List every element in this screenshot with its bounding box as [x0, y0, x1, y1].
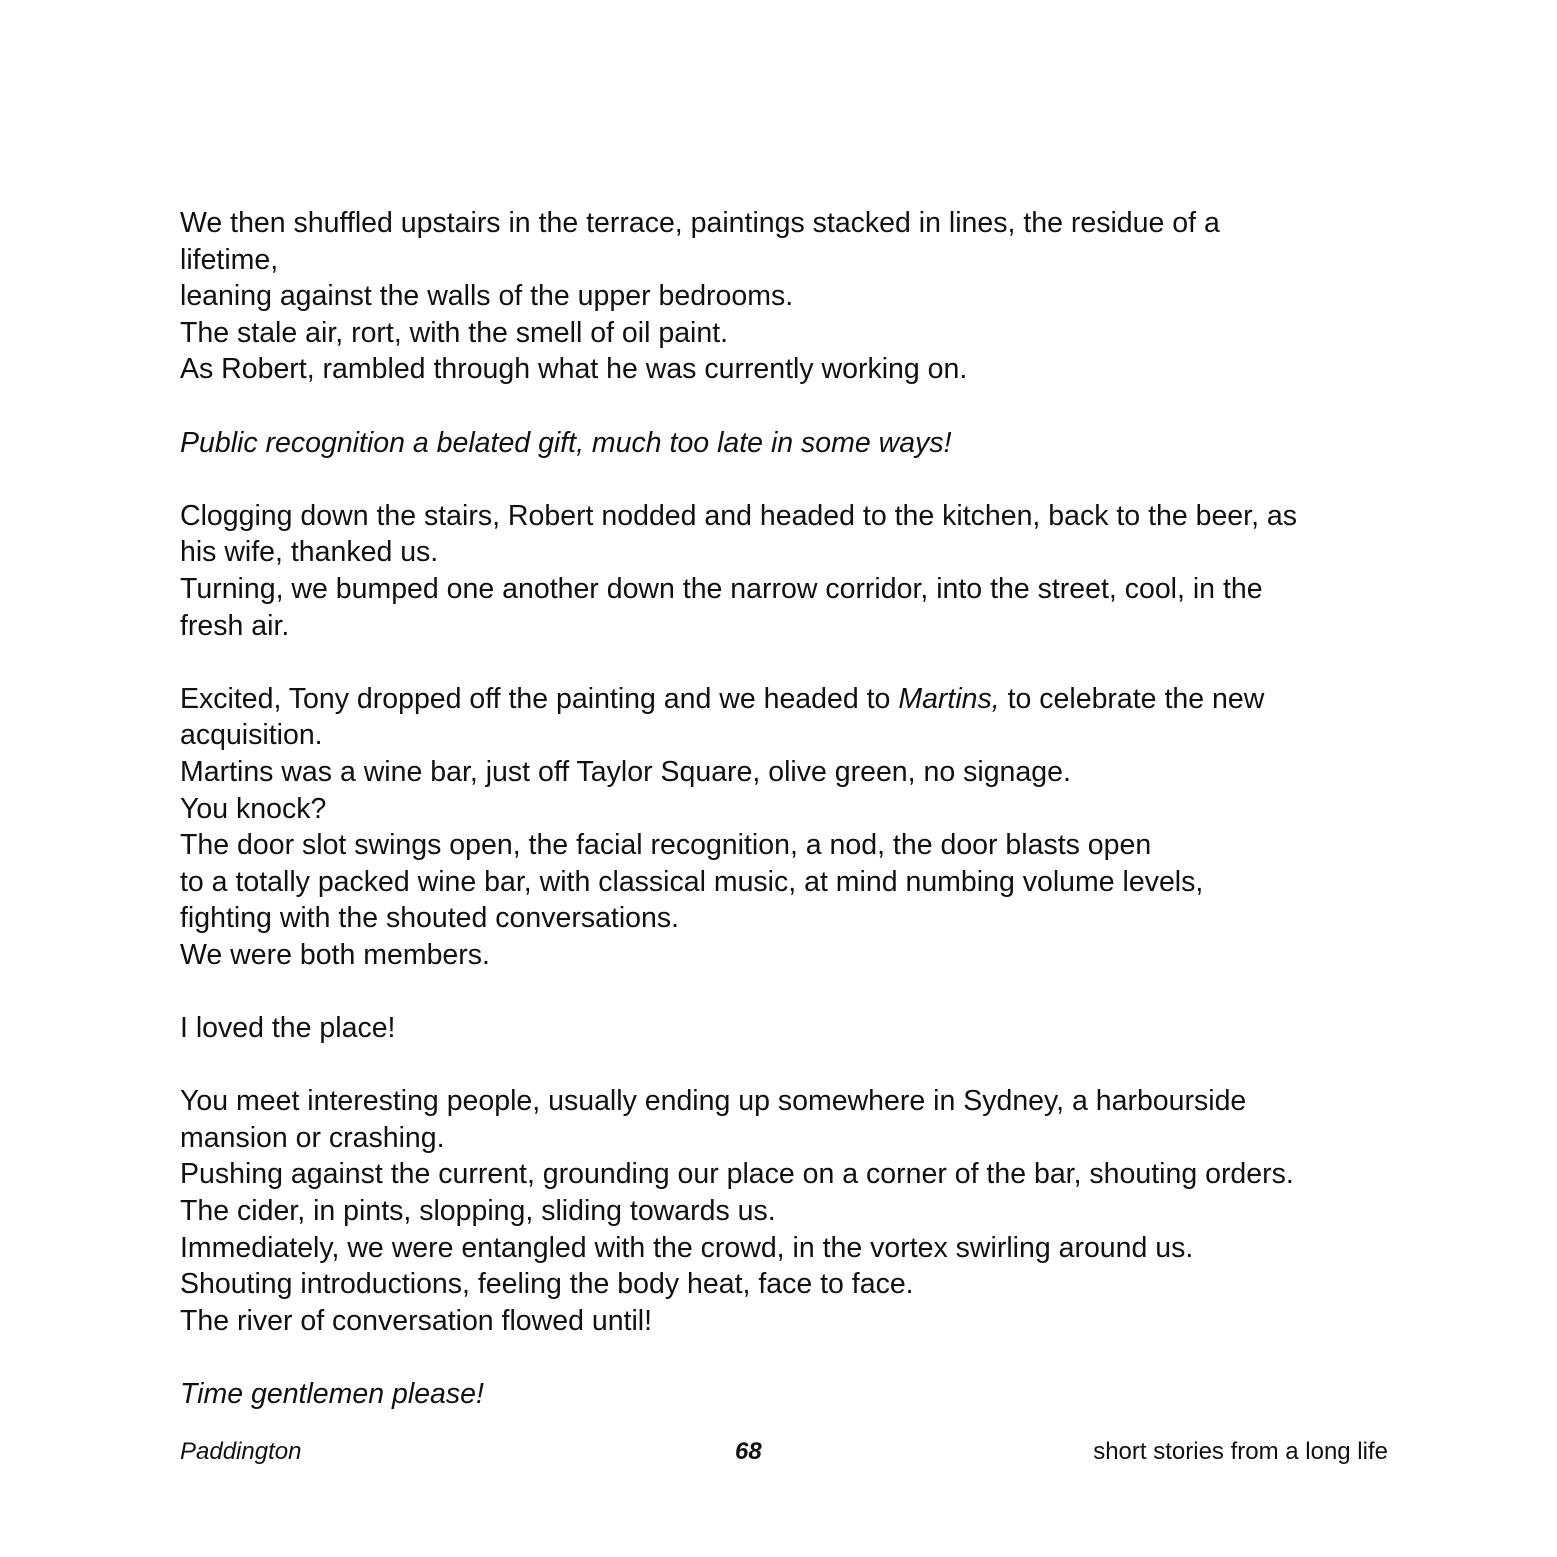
page-body	[180, 205, 1400, 1413]
text-line: acquisition.	[180, 719, 323, 752]
text-line: Pushing against the current, grounding our place on a corner of the bar, shouting orders.	[180, 1158, 1294, 1191]
text-line: fresh air.	[180, 609, 290, 642]
text-line: Martins was a wine bar, just off Taylor Square, olive green, no signage.	[180, 755, 1071, 788]
text-line: his wife, thanked us.	[180, 536, 439, 569]
paragraph-gap	[180, 973, 1400, 1010]
paragraph-gap	[180, 388, 1400, 425]
text-run: Excited, Tony dropped off the painting and we headed to	[180, 682, 899, 715]
closing-line-italic: Time gentlemen please!	[180, 1378, 484, 1410]
paragraph-gap	[180, 1339, 1400, 1376]
bar-name-italic: Martins,	[898, 682, 1000, 715]
text-line: leaning against the walls of the upper bedrooms.	[180, 280, 794, 313]
text-line: mansion or crashing.	[180, 1121, 445, 1154]
page-footer	[180, 1432, 1388, 1472]
paragraph-gap	[180, 644, 1400, 681]
paragraph-gap	[180, 461, 1400, 498]
text-line: We were both members.	[180, 938, 490, 971]
text-line: You knock?	[180, 792, 327, 825]
paragraph-gap	[180, 1047, 1400, 1084]
text-line: Shouting introductions, feeling the body heat, face to face.	[180, 1268, 914, 1301]
text-line: Turning, we bumped one another down the narrow corridor, into the street, cool, in the	[180, 572, 1263, 605]
text-line: to a totally packed wine bar, with classical music, at mind numbing volume levels,	[180, 865, 1204, 898]
text-line: You meet interesting people, usually ending up somewhere in Sydney, a harbourside	[180, 1085, 1247, 1118]
text-run: to celebrate the new	[999, 682, 1265, 715]
text-line: Clogging down the stairs, Robert nodded and headed to the kitchen, back to the beer, as	[180, 499, 1298, 532]
text-line: The river of conversation flowed until!	[180, 1304, 653, 1337]
footer-chapter-title: Paddington	[180, 1438, 302, 1465]
text-line: As Robert, rambled through what he was currently working on.	[180, 353, 968, 386]
text-line: The cider, in pints, slopping, sliding towards us.	[180, 1195, 776, 1228]
text-line: Immediately, we were entangled with the crowd, in the vortex swirling around us.	[180, 1231, 1194, 1264]
text-line: I loved the place!	[180, 1012, 396, 1045]
text-line: The door slot swings open, the facial recognition, a nod, the door blasts open	[180, 829, 1152, 862]
text-line: lifetime,	[180, 243, 279, 276]
text-line: We then shuffled upstairs in the terrace, paintings stacked in lines, the residue of a	[180, 207, 1220, 239]
page-number: 68	[735, 1438, 762, 1465]
text-line: fighting with the shouted conversations.	[180, 902, 680, 935]
italic-aside: Public recognition a belated gift, much too late in some ways!	[180, 426, 952, 459]
footer-book-title: short stories from a long life	[1093, 1438, 1388, 1465]
text-line-mixed	[180, 681, 1400, 718]
text-line: The stale air, rort, with the smell of oil paint.	[180, 316, 729, 349]
